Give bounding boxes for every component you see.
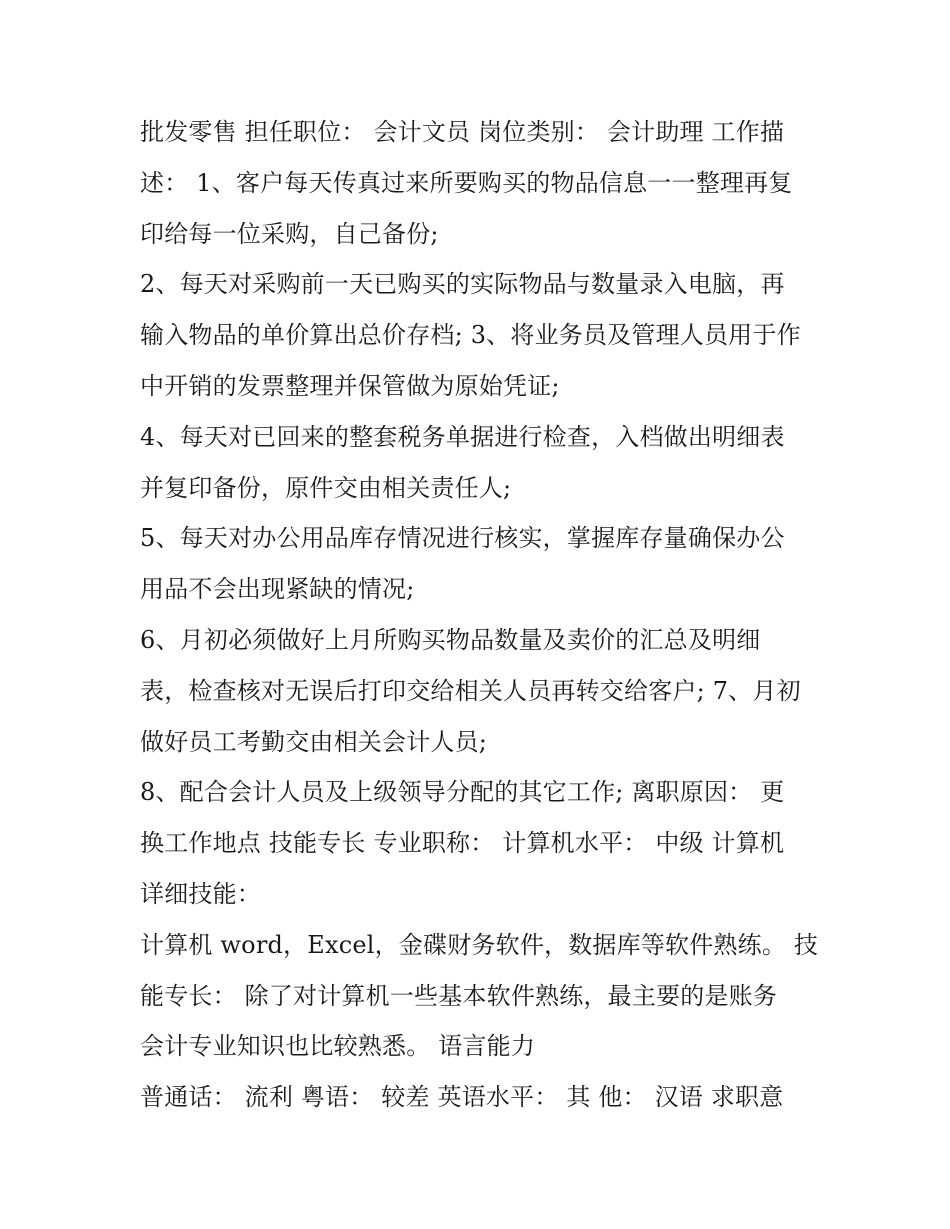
text-line: 2、每天对采购前一天已购买的实际物品与数量录入电脑，再 <box>140 270 785 299</box>
text-line: 普通话： 流利 粤语： 较差 英语水平： 其 他： 汉语 求职意 <box>140 1083 784 1112</box>
text-line: 计算机 word，Excel，金碟财务软件，数据库等软件熟练。 技 <box>140 930 819 959</box>
text-line: 8、配合会计人员及上级领导分配的其它工作; 离职原因： 更 <box>140 778 785 807</box>
text-line: 6、月初必须做好上月所购买物品数量及卖价的汇总及明细 <box>140 625 761 654</box>
text-line: 4、每天对已回来的整套税务单据进行检查，入档做出明细表 <box>140 422 785 451</box>
text-line: 会计专业知识也比较熟悉。 语言能力 <box>140 1032 536 1061</box>
text-line: 印给每一位采购，自己备份; <box>140 219 439 248</box>
text-line: 批发零售 担任职位： 会计文员 岗位类别： 会计助理 工作描 <box>140 118 785 146</box>
text-line: 表，检查核对无误后打印交给相关人员再转交给客户; 7、月初 <box>140 676 801 705</box>
text-line: 做好员工考勤交由相关会计人员; <box>140 727 488 756</box>
text-line: 输入物品的单价算出总价存档; 3、将业务员及管理人员用于作 <box>140 321 801 350</box>
text-line: 详细技能： <box>140 879 261 908</box>
text-line: 述： 1、客户每天传真过来所要购买的物品信息一一整理再复 <box>140 168 793 197</box>
text-line: 用品不会出现紧缺的情况; <box>140 575 415 604</box>
text-line: 5、每天对办公用品库存情况进行核实，掌握库存量确保办公 <box>140 524 785 553</box>
document-body <box>140 107 820 1123</box>
text-line: 换工作地点 技能专长 专业职称： 计算机水平： 中级 计算机 <box>140 829 785 858</box>
text-line: 能专长： 除了对计算机一些基本软件熟练，最主要的是账务 <box>140 981 778 1010</box>
text-line: 并复印备份，原件交由相关责任人; <box>140 473 512 502</box>
text-line: 中开销的发票整理并保管做为原始凭证; <box>140 371 560 400</box>
